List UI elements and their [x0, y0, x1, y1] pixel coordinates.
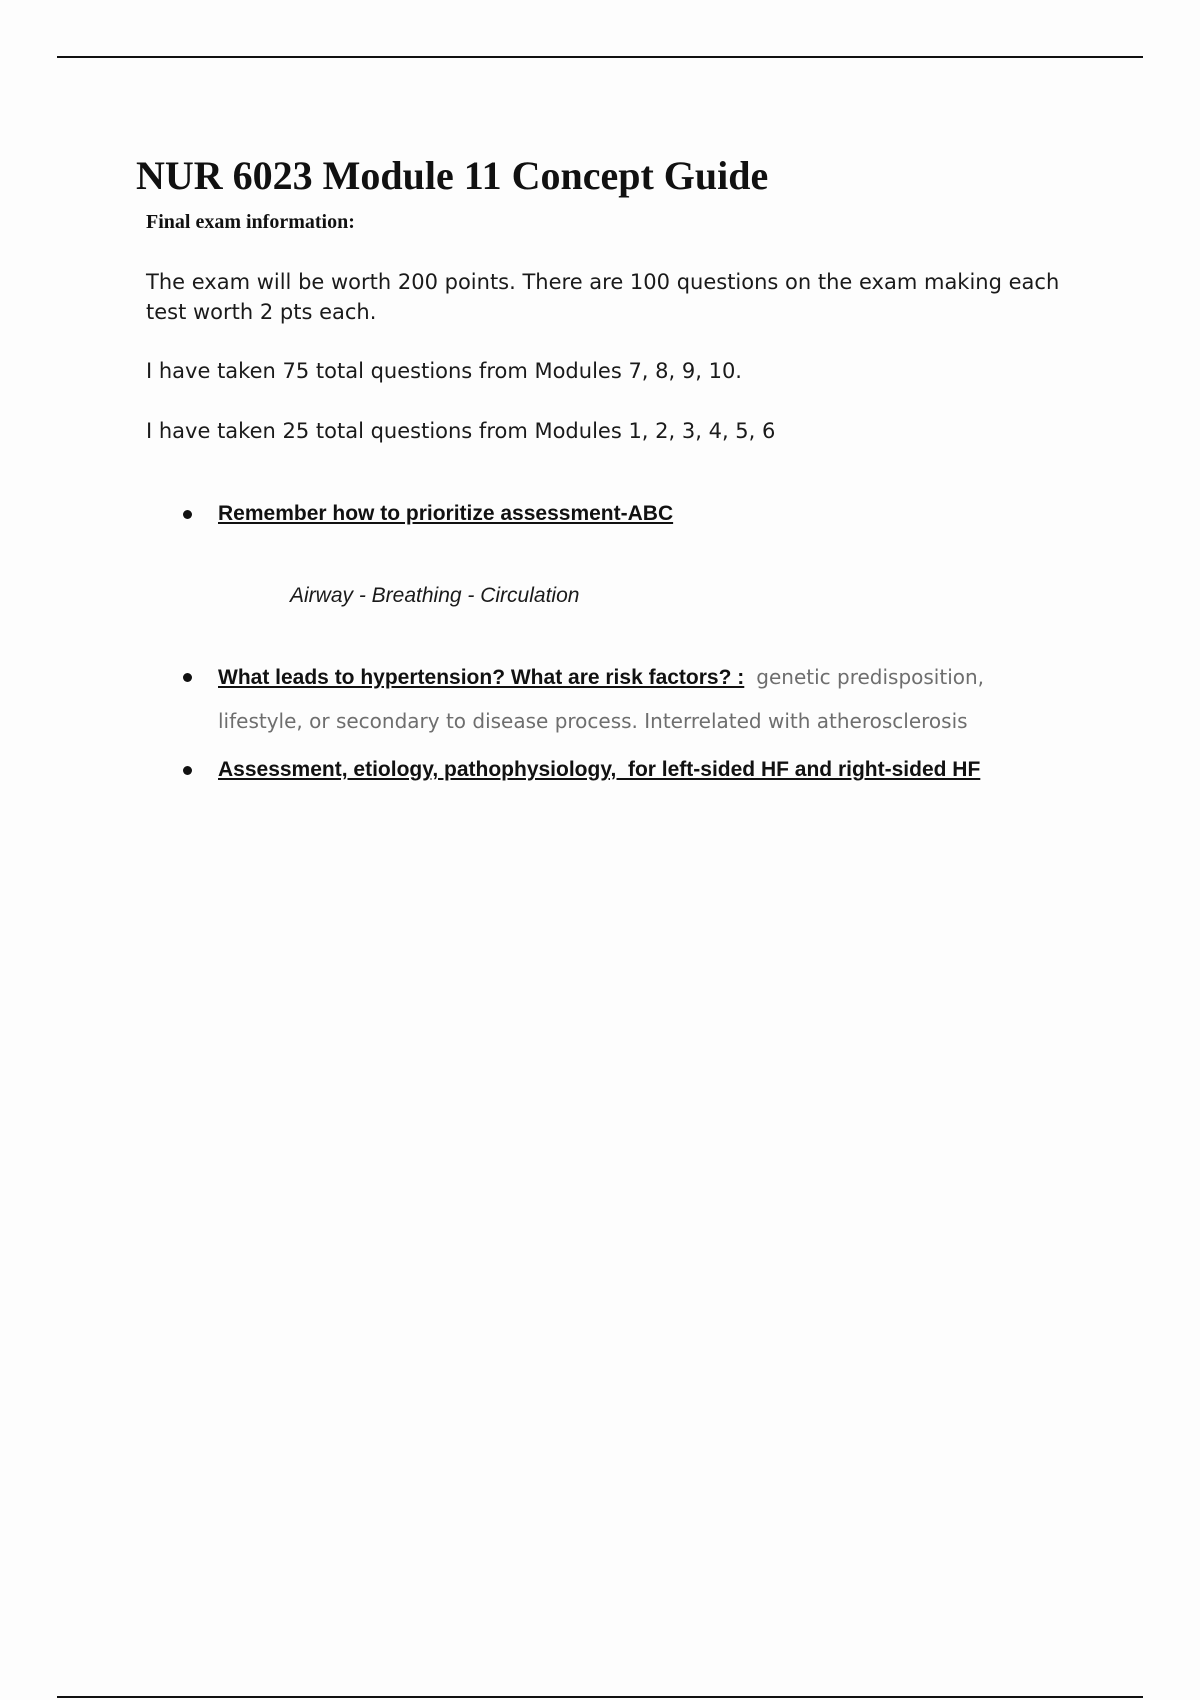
abc-detail: Airway - Breathing - Circulation: [290, 584, 580, 607]
top-divider: [57, 56, 1143, 58]
bullet-icon: [183, 766, 192, 775]
hypertension-detail-line1: genetic predisposition,: [756, 665, 985, 689]
modules-7-10-paragraph: I have taken 75 total questions from Modules 7, 8, 9, 10.: [146, 359, 742, 383]
exam-points-paragraph: The exam will be worth 200 points. There are 100 questions on the exam making each test worth 2 pts each.: [146, 270, 1060, 324]
bullet-heading-heart-failure: Assessment, etiology, pathophysiology, for left-sided HF and right-sided HF: [218, 758, 981, 781]
hypertension-item: [218, 663, 984, 694]
bullet-heading-abc: Remember how to prioritize assessment-ABC: [218, 502, 674, 525]
bullet-icon: [183, 510, 192, 519]
modules-1-6-paragraph: I have taken 25 total questions from Modules 1, 2, 3, 4, 5, 6: [146, 419, 776, 443]
bullet-heading-hypertension: What leads to hypertension? What are risk factors? :: [218, 666, 745, 689]
section-subheading: Final exam information:: [146, 211, 355, 233]
page-title: NUR 6023 Module 11 Concept Guide: [136, 153, 769, 198]
hypertension-detail-line2: lifestyle, or secondary to disease process. Interrelated with atherosclerosis: [218, 709, 968, 733]
bullet-icon: [183, 673, 192, 682]
bottom-divider: [57, 1696, 1143, 1698]
